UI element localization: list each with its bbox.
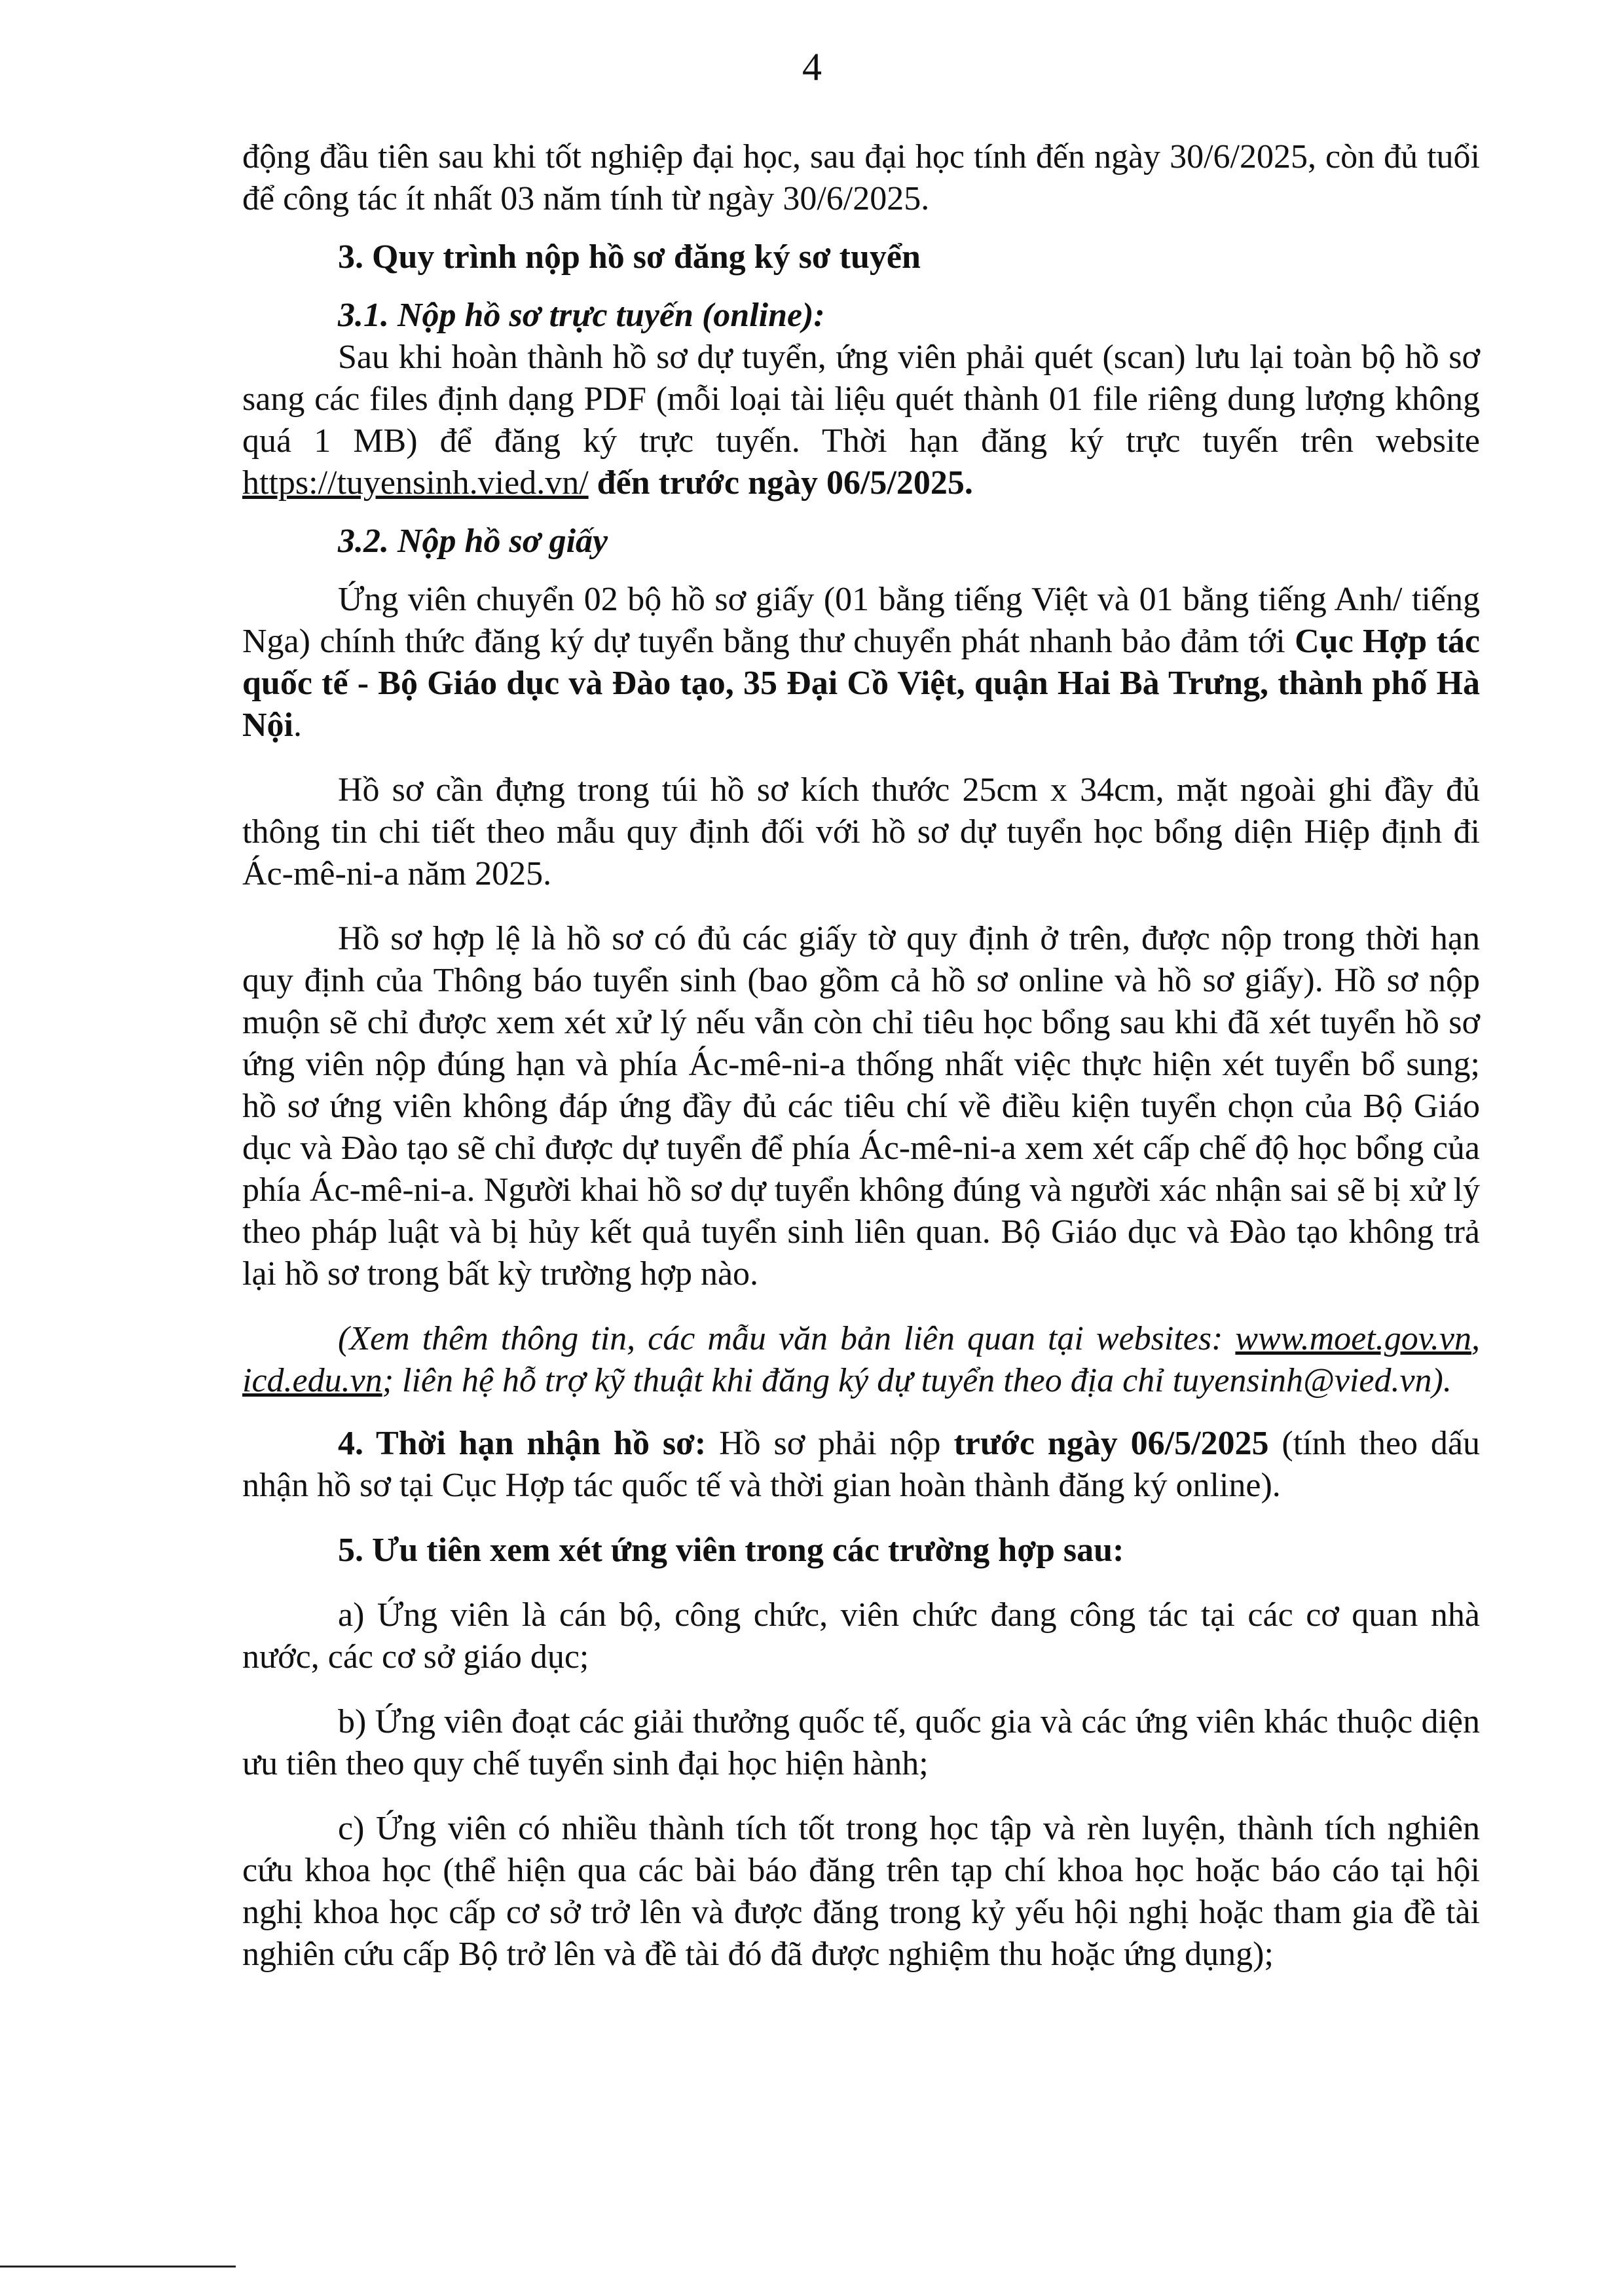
section-3-2-heading: 3.2. Nộp hồ sơ giấy	[338, 523, 608, 560]
paragraph-valid-dossier: Hồ sơ hợp lệ là hồ sơ có đủ các giấy tờ quy định ở trên, được nộp trong thời hạn quy định của Thông báo tuyển sinh (bao gồm cả hồ sơ online và hồ sơ giấy). Hồ sơ nộp muộn sẽ chỉ được xem xét xử lý nếu vẫn còn chỉ tiêu học bổng sau khi đã xét tuyển hồ sơ ứng viên nộp đúng hạn và phía Ác-mê-ni-a thống nhất việc thực hiện xét tuyển bổ sung; hồ sơ ứng viên không đáp ứng đầy đủ các tiêu chí về điều kiện tuyển chọn của Bộ Giáo dục và Đào tạo sẽ chỉ được dự tuyển để phía Ác-mê-ni-a xem xét cấp chế độ học bổng của phía Ác-mê-ni-a. Người khai hồ sơ dự tuyển không đúng và người xác nhận sai sẽ bị xử lý theo pháp luật và bị hủy kết quả tuyển sinh liên quan. Bộ Giáo dục và Đào tạo không trả lại hồ sơ trong bất kỳ trường hợp nào.	[242, 920, 1480, 1293]
paragraph-more-info	[242, 1318, 1480, 1402]
paragraph-envelope: Hồ sơ cần đựng trong túi hồ sơ kích thước 25cm x 34cm, mặt ngoài ghi đầy đủ thông tin chi tiết theo mẫu quy định đối với hồ sơ dự tuyển học bổng diện Hiệp định đi Ác-mê-ni-a năm 2025.	[242, 771, 1480, 892]
tuyensinh-link[interactable]: https://tuyensinh.vied.vn/	[242, 464, 589, 502]
paper-submission-text: Ứng viên chuyển 02 bộ hồ sơ giấy (01 bằng tiếng Việt và 01 bằng tiếng Anh/ tiếng Nga) chính thức đăng ký dự tuyển bằng thư chuyển phát nhanh bảo đảm tới	[242, 581, 1480, 660]
paragraph-online-submission	[242, 337, 1480, 504]
paragraph-deadline	[242, 1423, 1480, 1507]
deadline-text-a: Hồ sơ phải nộp	[706, 1425, 954, 1462]
online-submission-text: Sau khi hoàn thành hồ sơ dự tuyển, ứng viên phải quét (scan) lưu lại toàn bộ hồ sơ sang các files định dạng PDF (mỗi loại tài liệu quét thành 01 file riêng dung lượng không quá 1 MB) để đăng ký trực tuyến. Thời hạn đăng ký trực tuyến trên website	[242, 339, 1480, 460]
more-info-contact: ; liên hệ hỗ trợ kỹ thuật khi đăng ký dự tuyển theo địa chỉ tuyensinh@vied.vn).	[382, 1362, 1452, 1399]
section-4-heading: 4. Thời hạn nhận hồ sơ:	[338, 1425, 707, 1462]
section-3-heading: 3. Quy trình nộp hồ sơ đăng ký sơ tuyển	[338, 238, 921, 276]
deadline-text-b: (tính theo dấu nhận hồ sơ tại Cục Hợp tác quốc tế và thời gian hoàn thành đăng ký online).	[242, 1425, 1480, 1504]
moet-link[interactable]: www.moet.gov.vn	[1235, 1320, 1471, 1357]
submission-address: Cục Hợp tác quốc tế - Bộ Giáo dục và Đào tạo, 35 Đại Cồ Việt, quận Hai Bà Trưng, thành phố Hà Nội	[242, 623, 1480, 744]
more-info-separator: ,	[1471, 1320, 1480, 1357]
section-3-1-heading: 3.1. Nộp hồ sơ trực tuyến (online):	[338, 297, 825, 334]
paper-submission-end: .	[293, 707, 302, 744]
document-body	[242, 136, 1480, 1975]
priority-item-a: a) Ứng viên là cán bộ, công chức, viên chức đang công tác tại các cơ quan nhà nước, các cơ sở giáo dục;	[242, 1596, 1480, 1676]
priority-item-b: b) Ứng viên đoạt các giải thưởng quốc tế, quốc gia và các ứng viên khác thuộc diện ưu tiên theo quy chế tuyển sinh đại học hiện hành;	[242, 1703, 1480, 1782]
section-5-heading: 5. Ưu tiên xem xét ứng viên trong các trường hợp sau:	[338, 1532, 1124, 1569]
priority-item-c: c) Ứng viên có nhiều thành tích tốt trong học tập và rèn luyện, thành tích nghiên cứu khoa học (thể hiện qua các bài báo đăng trên tạp chí khoa học hoặc báo cáo tại hội nghị khoa học cấp cơ sở trở lên và được đăng trong kỷ yếu hội nghị hoặc tham gia đề tài nghiên cứu cấp Bộ trở lên và đề tài đó đã được nghiệm thu hoặc ứng dụng);	[242, 1810, 1480, 1973]
icd-link[interactable]: icd.edu.vn	[242, 1362, 382, 1399]
more-info-text: (Xem thêm thông tin, các mẫu văn bản liên quan tại websites:	[338, 1320, 1236, 1357]
paragraph-paper-submission	[242, 579, 1480, 746]
paragraph-continuation: động đầu tiên sau khi tốt nghiệp đại học, sau đại học tính đến ngày 30/6/2025, còn đủ tuổi để công tác ít nhất 03 năm tính từ ngày 30/6/2025.	[242, 138, 1480, 217]
footer-rule	[0, 2266, 236, 2267]
online-deadline: đến trước ngày 06/5/2025.	[588, 464, 973, 502]
deadline-date: trước ngày 06/5/2025	[953, 1425, 1269, 1462]
page-number: 4	[802, 45, 822, 88]
